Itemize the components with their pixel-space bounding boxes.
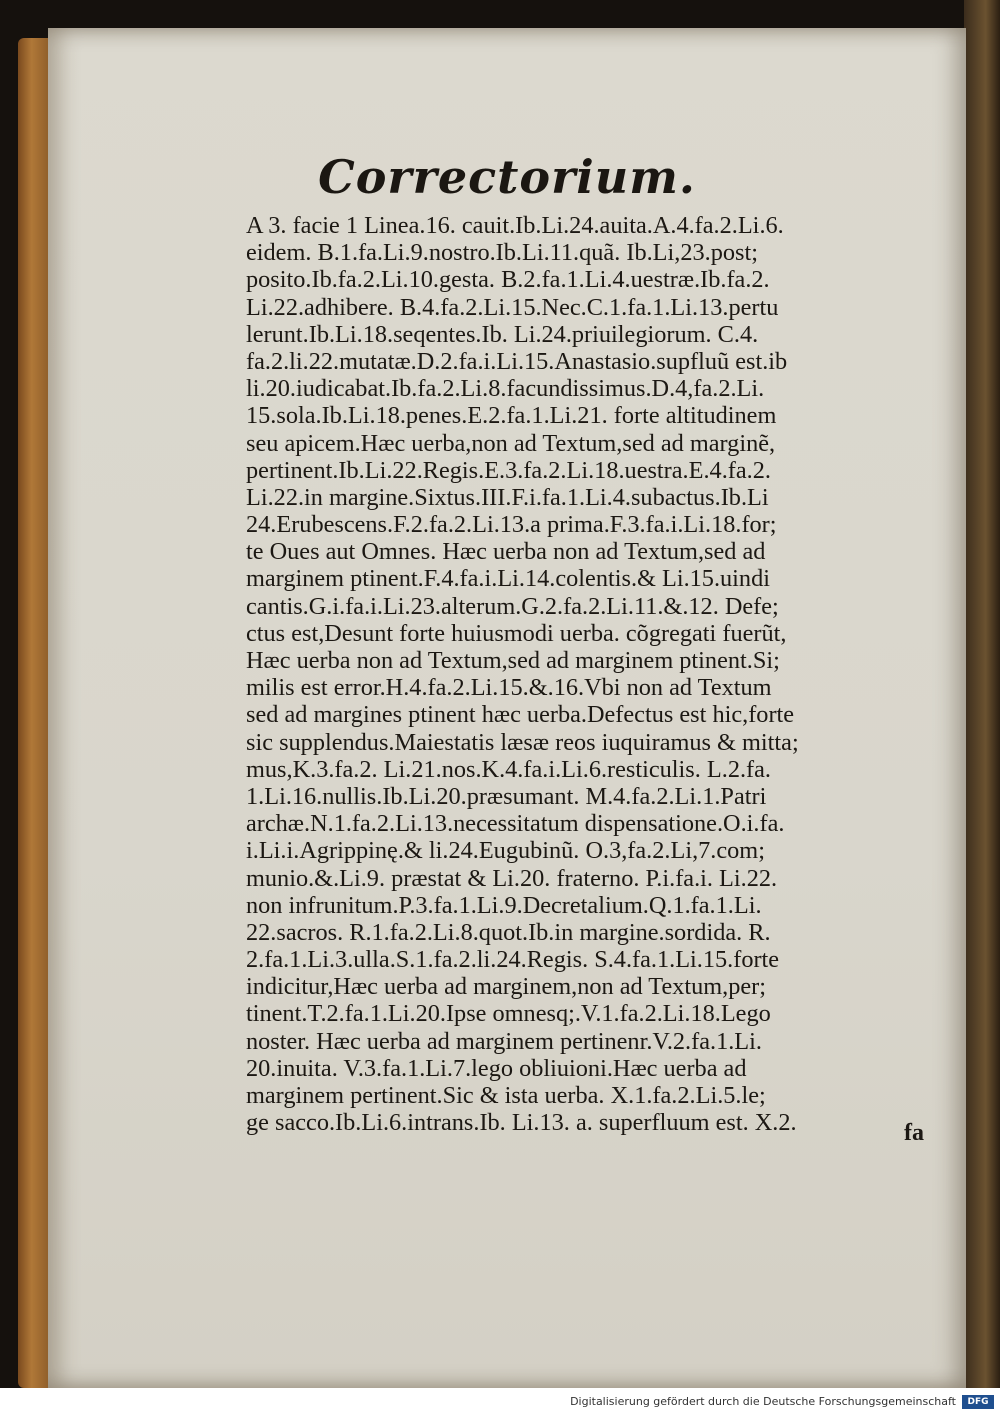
text-line: Li.22.in margine.Sixtus.III.F.i.fa.1.Li.4.subactus.Ib.Li — [246, 483, 769, 511]
text-line: indicitur,Hæc uerba ad marginem,non ad Textum,per; — [246, 973, 767, 1001]
text-line: Li.22.adhibere. B.4.fa.2.Li.15.Nec.C.1.fa.1.Li.13.pertu — [246, 293, 779, 321]
text-line: sic supplendus.Maiestatis læsæ reos iuquiramus & mitta; — [246, 728, 799, 756]
text-line: posito.Ib.fa.2.Li.10.gesta. B.2.fa.1.Li.4.uestræ.Ib.fa.2. — [246, 266, 770, 294]
text-line: mus,K.3.fa.2. Li.21.nos.K.4.fa.i.Li.6.resticulis. L.2.fa. — [246, 755, 771, 783]
text-line: ge sacco.Ib.Li.6.intrans.Ib. Li.13. a. superfluum est. X.2. — [246, 1109, 797, 1137]
text-line: non infrunitum.P.3.fa.1.Li.9.Decretalium.Q.1.fa.1.Li. — [246, 891, 762, 919]
funding-note: Digitalisierung gefördert durch die Deutsche Forschungsgemeinschaft — [570, 1395, 956, 1408]
text-line: 15.sola.Ib.Li.18.penes.E.2.fa.1.Li.21. forte altitudinem — [246, 402, 777, 430]
text-line: 2.fa.1.Li.3.ulla.S.1.fa.2.li.24.Regis. S.4.fa.1.Li.15.forte — [246, 946, 780, 974]
footer-bar — [0, 1388, 1000, 1414]
text-line: marginem pertinent.Sic & ista uerba. X.1.fa.2.Li.5.le; — [246, 1082, 766, 1109]
text-line: te Oues aut Omnes. Hæc uerba non ad Textum,sed ad — [246, 538, 766, 566]
book-binding-left — [18, 38, 52, 1388]
text-line: 24.Erubescens.F.2.fa.2.Li.13.a prima.F.3.fa.i.Li.18.for; — [246, 511, 777, 539]
text-line: noster. Hæc uerba ad marginem pertinenr.V.2.fa.1.Li. — [246, 1027, 762, 1055]
text-line: ctus est,Desunt forte huiusmodi uerba. cõgregati fuerũt, — [246, 619, 787, 647]
text-line: cantis.G.i.fa.i.Li.23.alterum.G.2.fa.2.Li.11.&.12. Defe; — [246, 592, 779, 620]
catchword: fa — [904, 1120, 924, 1146]
text-line: A 3. facie 1 Linea.16. cauit.Ib.Li.24.auita.A.4.fa.2.Li.6. — [246, 212, 784, 239]
book-binding-right — [964, 0, 1000, 1414]
text-line: 22.sacros. R.1.fa.2.Li.8.quot.Ib.in margine.sordida. R. — [246, 918, 771, 946]
text-line: pertinent.Ib.Li.22.Regis.E.3.fa.2.Li.18.uestra.E.4.fa.2. — [246, 456, 771, 484]
text-line: 20.inuita. V.3.fa.1.Li.7.lego obliuioni.Hæc uerba ad — [246, 1054, 747, 1082]
text-line: milis est error.H.4.fa.2.Li.15.&.16.Vbi non ad Textum — [246, 674, 772, 702]
text-line: 1.Li.16.nullis.Ib.Li.20.præsumant. M.4.fa.2.Li.1.Patri — [246, 782, 767, 810]
text-line: seu apicem.Hæc uerba,non ad Textum,sed ad marginẽ, — [246, 429, 776, 457]
text-line: Hæc uerba non ad Textum,sed ad marginem ptinent.Si; — [246, 647, 780, 674]
text-line: i.Li.i.Agrippinę.& li.24.Eugubinũ. O.3,fa.2.Li,7.com; — [246, 837, 765, 865]
dfg-logo: DFG — [962, 1395, 994, 1409]
text-line: tinent.T.2.fa.1.Li.20.Ipse omnesq;.V.1.fa.2.Li.18.Lego — [246, 1000, 771, 1028]
text-line: sed ad margines ptinent hæc uerba.Defectus est hic,forte — [246, 701, 795, 729]
text-line: marginem ptinent.F.4.fa.i.Li.14.colentis.& Li.15.uindi — [246, 565, 770, 593]
page-heading: Correctorium. — [318, 150, 696, 204]
text-line: li.20.iudicabat.Ib.fa.2.Li.8.facundissimus.D.4,fa.2.Li. — [246, 375, 765, 403]
text-line: munio.&.Li.9. præstat & Li.20. fraterno. P.i.fa.i. Li.22. — [246, 864, 778, 892]
text-line: lerunt.Ib.Li.18.seqentes.Ib. Li.24.priuilegiorum. C.4. — [246, 320, 759, 348]
errata-text-block — [246, 212, 930, 1136]
text-line: fa.2.li.22.mutatæ.D.2.fa.i.Li.15.Anastasio.supfluũ est.ib — [246, 347, 788, 375]
text-line: archæ.N.1.fa.2.Li.13.necessitatum dispensatione.O.i.fa. — [246, 810, 785, 838]
text-line: eidem. B.1.fa.Li.9.nostro.Ib.Li.11.quã. Ib.Li,23.post; — [246, 239, 758, 267]
